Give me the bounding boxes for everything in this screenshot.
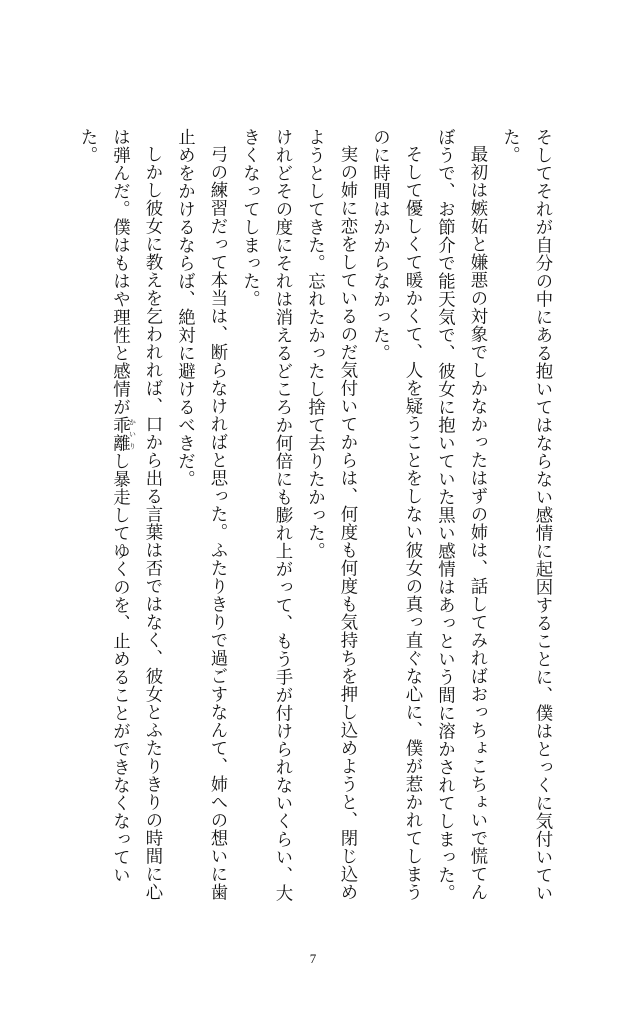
- page-number: 7: [309, 951, 317, 966]
- paragraph-5: けれどその度にそれは消えるどころか何倍にも膨れ上がって、もう手が付けられないくらい、大きくなってしまった。: [239, 128, 292, 902]
- paragraph-1: そしてそれが自分の中にある抱いてはならない感情に起因することに、僕はとっくに気付いていた。: [499, 128, 552, 902]
- paragraph-7: [71, 128, 169, 910]
- paragraph-3: そして優しくて暖かくて、人を疑うことをしない彼女の真っ直ぐな心に、僕が惹かれてしまうのに時間はかからなかった。: [369, 128, 422, 902]
- ruby-base: 乖離: [109, 416, 130, 452]
- paragraph-6: 弓の練習だって本当は、断らなければと思った。ふたりきりで過ごすなんて、姉への想いに歯止めをかけるならば、絶対に避けるべきだ。: [174, 128, 227, 902]
- ruby-kairi: [109, 416, 137, 452]
- paragraph-4: 実の姉に恋をしているのだ気付いてからは、何度も何度も気持ちを押し込めようと、閉じ込めようとしてきた。忘れたかったし捨て去りたかった。: [304, 128, 357, 902]
- paragraph-7-after: し暴走してゆくのを、止めることができなくなっていた。: [77, 128, 130, 884]
- paragraph-2: 最初は嫉妬と嫌悪の対象でしかなかったはずの姉は、話してみればおっちょこちょいで慌てんぼうで、お節介で能天気で、彼女に抱いていた黒い感情はあっという間に溶かされてしまった。: [434, 128, 487, 902]
- paragraph-7-before: しかし彼女に教えを乞われれば、口から出る言葉は否ではなく、彼女とふたりきりの時間に心は弾んだ。僕はもはや理性と感情が: [109, 128, 162, 902]
- ruby-reading: かいり: [128, 416, 137, 452]
- vertical-text-body: [71, 128, 559, 910]
